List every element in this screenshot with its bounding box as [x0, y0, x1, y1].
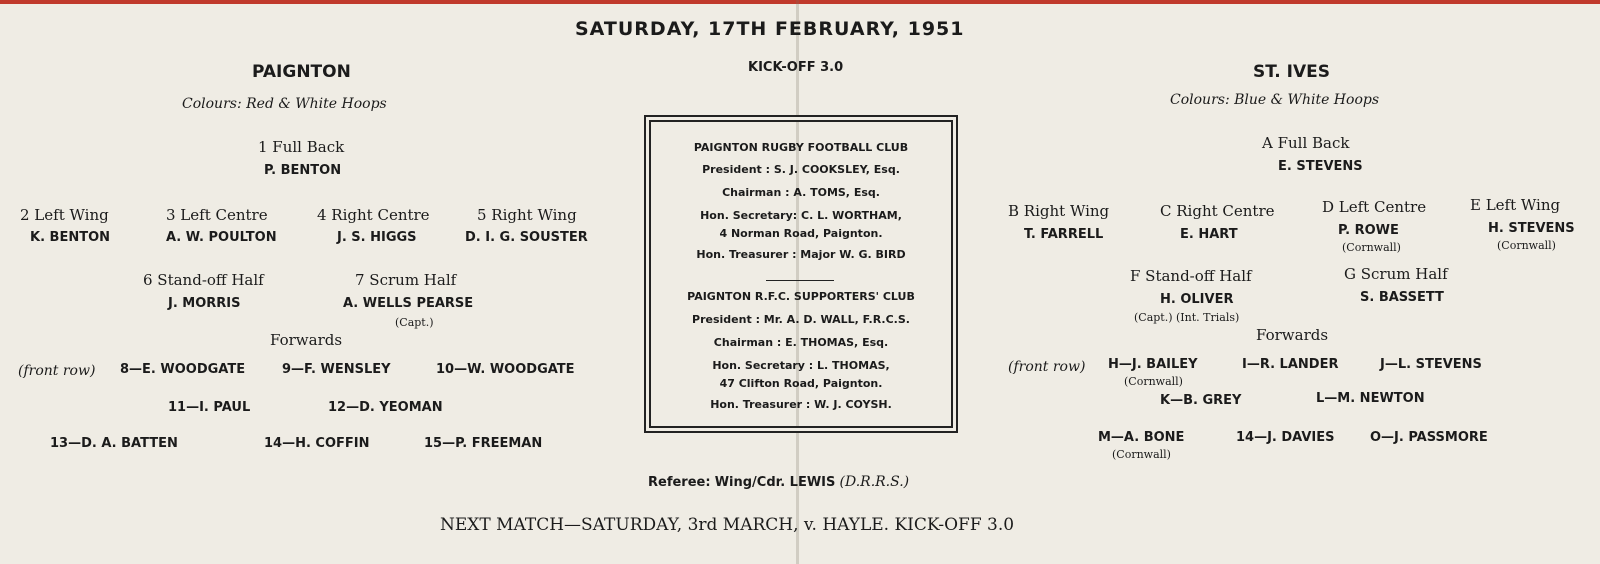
player-name: A. W. POULTON [166, 230, 277, 245]
player-name: K. BENTON [30, 230, 111, 245]
home-team-name: PAIGNTON [252, 62, 351, 82]
home-colours-label: Colours: [182, 96, 242, 112]
player-position: 6 Stand-off Half [143, 271, 264, 289]
forward-player: J—L. STEVENS [1380, 357, 1482, 372]
home-colours [182, 96, 387, 112]
player-position: G Scrum Half [1344, 265, 1448, 283]
player-name: T. FARRELL [1024, 227, 1104, 242]
referee-line [648, 474, 909, 490]
player-name: J. S. HIGGS [337, 230, 417, 245]
supporters-line: 47 Clifton Road, Paignton. [719, 377, 883, 390]
front-row-label: (front row) [1008, 359, 1086, 375]
away-team-name: ST. IVES [1253, 62, 1330, 82]
match-date: SATURDAY, 17TH FEBRUARY, 1951 [575, 18, 965, 40]
player-name: S. BASSETT [1360, 290, 1444, 305]
referee-org: (D.R.R.S.) [839, 474, 910, 490]
forward-player: 13—D. A. BATTEN [50, 436, 178, 451]
red-border-line [0, 0, 1600, 4]
forward-player: 15—P. FREEMAN [424, 436, 543, 451]
forward-player: I—R. LANDER [1242, 357, 1339, 372]
forwards-heading: Forwards [270, 331, 343, 349]
player-position: 2 Left Wing [20, 206, 109, 224]
forward-player: 14—H. COFFIN [264, 436, 370, 451]
supporters-line: Chairman : E. THOMAS, Esq. [713, 336, 889, 349]
player-name: D. I. G. SOUSTER [465, 230, 588, 245]
box-divider [766, 280, 834, 281]
club-line: 4 Norman Road, Paignton. [719, 227, 883, 240]
player-name: P. ROWE [1338, 223, 1399, 238]
forwards-heading: Forwards [1256, 326, 1329, 344]
county-note: (Cornwall) [1112, 448, 1171, 461]
forward-player: M—A. BONE [1098, 430, 1185, 445]
club-line: Chairman : A. TOMS, Esq. [722, 186, 880, 199]
home-colours-value: Red & White Hoops [246, 96, 387, 112]
referee-label: Referee: [648, 475, 711, 490]
player-name: A. WELLS PEARSE [343, 296, 474, 311]
player-name: J. MORRIS [168, 296, 241, 311]
player-position: A Full Back [1262, 134, 1350, 152]
kickoff-time: KICK-OFF 3.0 [748, 60, 844, 75]
player-name: H. OLIVER [1160, 292, 1234, 307]
county-note: (Cornwall) [1124, 375, 1183, 388]
club-line: President : S. J. COOKSLEY, Esq. [702, 163, 900, 176]
player-position: 7 Scrum Half [355, 271, 457, 289]
player-position: C Right Centre [1160, 202, 1275, 220]
county-note: (Cornwall) [1342, 241, 1401, 254]
player-name: H. STEVENS [1488, 221, 1575, 236]
supporters-line: President : Mr. A. D. WALL, F.R.C.S. [692, 313, 910, 326]
club-line: Hon. Treasurer : Major W. G. BIRD [696, 248, 906, 261]
player-position: B Right Wing [1008, 202, 1110, 220]
forward-player: H—J. BAILEY [1108, 357, 1198, 372]
player-name: E. HART [1180, 227, 1238, 242]
player-position: 4 Right Centre [317, 206, 430, 224]
supporters-line: Hon. Treasurer : W. J. COYSH. [710, 398, 892, 411]
player-name: E. STEVENS [1278, 159, 1363, 174]
forward-player: K—B. GREY [1160, 393, 1242, 408]
club-title: PAIGNTON RUGBY FOOTBALL CLUB [693, 141, 909, 154]
club-line: Hon. Secretary: C. L. WORTHAM, [700, 209, 902, 222]
forward-player: 10—W. WOODGATE [436, 362, 575, 377]
player-position: F Stand-off Half [1130, 267, 1252, 285]
county-note: (Cornwall) [1497, 239, 1556, 252]
player-position: 3 Left Centre [166, 206, 268, 224]
player-position: 1 Full Back [258, 138, 345, 156]
player-name: P. BENTON [264, 163, 342, 178]
supporters-title: PAIGNTON R.F.C. SUPPORTERS' CLUB [687, 290, 915, 303]
club-officials-box [644, 115, 958, 433]
next-match: NEXT MATCH—SATURDAY, 3rd MARCH, v. HAYLE. KICK-OFF 3.0 [440, 515, 1015, 535]
captain-note: (Capt.) [395, 316, 434, 329]
forward-player: 14—J. DAVIES [1236, 430, 1335, 445]
forward-player: 12—D. YEOMAN [328, 400, 443, 415]
captain-note: (Capt.) (Int. Trials) [1134, 311, 1240, 324]
away-colours-value: Blue & White Hoops [1234, 92, 1380, 108]
player-position: E Left Wing [1470, 196, 1561, 214]
forward-player: 8—E. WOODGATE [120, 362, 246, 377]
player-position: D Left Centre [1322, 198, 1427, 216]
away-colours-label: Colours: [1170, 92, 1230, 108]
player-position: 5 Right Wing [477, 206, 577, 224]
away-colours [1170, 92, 1379, 108]
supporters-line: Hon. Secretary : L. THOMAS, [712, 359, 890, 372]
forward-player: 11—I. PAUL [168, 400, 251, 415]
front-row-label: (front row) [18, 363, 96, 379]
forward-player: 9—F. WENSLEY [282, 362, 391, 377]
forward-player: L—M. NEWTON [1316, 391, 1425, 406]
forward-player: O—J. PASSMORE [1370, 430, 1488, 445]
referee-name: Wing/Cdr. LEWIS [714, 475, 836, 490]
